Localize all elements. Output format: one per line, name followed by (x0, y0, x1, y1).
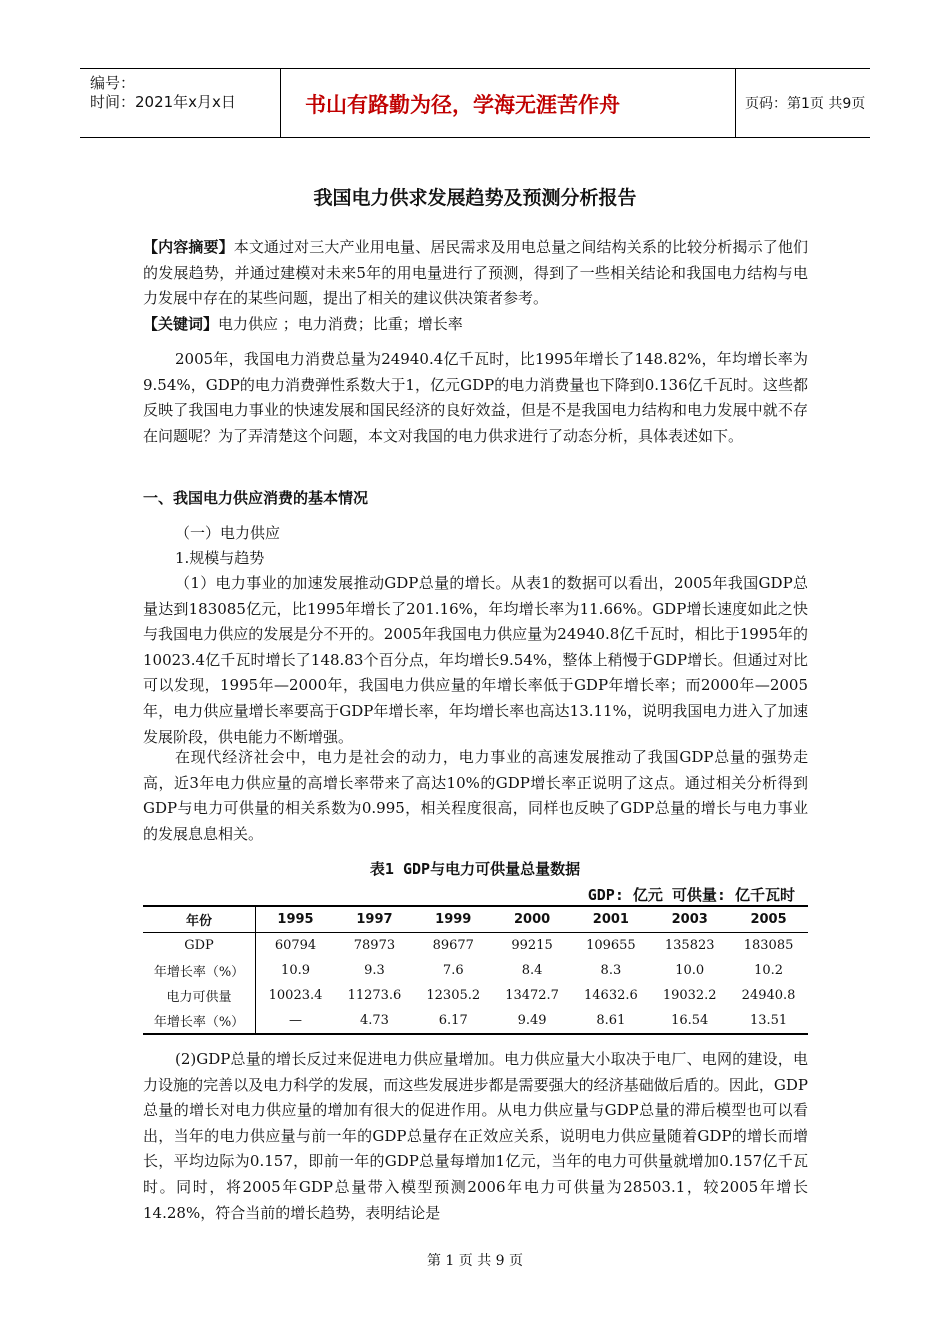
table-cell: 9.3 (364, 963, 385, 978)
table-cell: 14632.6 (584, 988, 638, 1003)
table-row (143, 933, 808, 959)
table-cell: 135823 (664, 938, 715, 953)
table-cell: 16.54 (650, 1008, 729, 1034)
table-cell: 年增长率（%） (143, 958, 256, 983)
table-caption: 表1 GDP与电力可供量总量数据 (369, 860, 581, 878)
table-cell: — (256, 1008, 336, 1034)
table-cell: 6.17 (414, 1008, 493, 1034)
table-cell: 19032.2 (662, 988, 717, 1003)
abstract-paragraph (143, 235, 808, 312)
table-cell: 13472.7 (505, 988, 559, 1003)
subsection-power-supply: （一）电力供应 (175, 524, 281, 542)
table-cell: 109655 (586, 938, 636, 953)
abstract-text: 本文通过对三大产业用电量、居民需求及用电总量之间结构关系的比较分析揭示了他们的发展趋势，并通过建模对未来5年的用电量进行了预测，得到了一些相关结论和我国电力结构与电力发展中存在的某些问题，提出了相关的建议供决策者参考。 (143, 238, 808, 308)
table-header-cell: 1995 (256, 906, 336, 933)
table-cell: 12305.2 (426, 988, 481, 1003)
paragraph-2: 在现代经济社会中，电力是社会的动力，电力事业的高速发展推动了我国GDP总量的强势走高，近3年电力供应量的高增长率带来了高达10%的GDP增长率正说明了这点。通过相关分析得到GDP与电力可供量的相关系数为0.995，相关程度很高，同样也反映了GDP总量的增长与电力事业的发展息息相关。 (143, 748, 808, 843)
table-header-cell: 2005 (729, 906, 808, 933)
table-cell: 9.49 (493, 1008, 572, 1034)
table-row (143, 958, 808, 983)
keywords-line (143, 312, 808, 338)
table-header-cell: 1997 (335, 906, 414, 933)
header-page-cell (735, 69, 870, 137)
table-cell: 8.4 (521, 963, 543, 978)
table-header-cell: 2003 (650, 906, 729, 933)
table-cell: GDP (143, 933, 256, 959)
table-cell: 13.51 (729, 1008, 808, 1034)
table-cell: 24940.8 (741, 988, 796, 1003)
table-cell: 183085 (743, 938, 794, 953)
table-cell: 年增长率（%） (143, 1008, 256, 1034)
table-header-cell: 2000 (493, 906, 572, 933)
keywords-text: 电力供应 ；电力消费；比重；增长率 (218, 315, 463, 333)
paragraph-1: （1）电力事业的加速发展推动GDP总量的增长。从表1的数据可以看出，2005年我国GDP总量达到183085亿元，比1995年增长了201.16%，年均增长率为11.66%。GDP增长速度如此之快与我国电力供应的发展是分不开的。2005年我国电力供应量为24940.8亿千瓦时，相比于1995年的10023.4亿千瓦时增长了148.83个百分点，年均增长9.54%，整体上稍慢于GDP增长。但通过对比可以发现，1995年—2000年，我国电力供应量的年增长率低于GDP年增长率；而2000年—2005年，电力供应量增长率要高于GDP年增长率，年均增长率也高达13.11%，说明我国电力进入了加速发展阶段，供电能力不断增强。 (143, 574, 808, 746)
table-cell: 78973 (353, 938, 396, 953)
table-cell: 10.0 (675, 963, 705, 978)
table-cell: 4.73 (335, 1008, 414, 1034)
header-motto-cell (280, 69, 736, 137)
table-row (143, 983, 808, 1008)
table-header-cell: 2001 (571, 906, 650, 933)
document-time-label: 时间：2021年x月x日 (90, 93, 236, 111)
table-cell: 10023.4 (268, 988, 323, 1003)
table-units: GDP: 亿元 可供量: 亿千瓦时 (587, 886, 795, 904)
table-row (143, 1008, 808, 1034)
table-header-cell: 1999 (414, 906, 493, 933)
document-title: 我国电力供求发展趋势及预测分析报告 (313, 187, 637, 209)
table-cell: 8.61 (571, 1008, 650, 1034)
table-cell: 60794 (274, 938, 317, 953)
keywords-label: 【关键词】 (143, 315, 219, 333)
page-header (80, 68, 870, 138)
intro-paragraph: 2005年，我国电力消费总量为24940.4亿千瓦时，比1995年增长了148.82%，年均增长率为9.54%，GDP的电力消费弹性系数大于1，亿元GDP的电力消费量也下降到0.136亿千瓦时。这些都反映了我国电力事业的快速发展和国民经济的良好效益，但是不是我国电力结构和电力发展中就不存在问题呢？为了弄清楚这个问题，本文对我国的电力供求进行了动态分析，具体表述如下。 (143, 350, 808, 445)
table-cell: 10.9 (281, 963, 310, 978)
table-cell: 10.2 (754, 963, 784, 978)
header-meta (80, 69, 281, 137)
table-cell: 89677 (432, 938, 474, 953)
abstract-label: 【内容摘要】 (143, 238, 234, 256)
header-page-info: 页码：第1页 共9页 (745, 96, 866, 112)
subsection-scale-trend: 1.规模与趋势 (175, 549, 265, 567)
data-table (143, 905, 808, 1035)
table-cell: 8.3 (600, 963, 622, 978)
section-heading: 一、我国电力供应消费的基本情况 (143, 489, 369, 507)
table-cell: 11273.6 (347, 988, 402, 1003)
paragraph-3: (2)GDP总量的增长反过来促进电力供应量增加。电力供应量大小取决于电厂、电网的建设，电力设施的完善以及电力科学的发展，而这些发展进步都是需要强大的经济基础做后盾的。因此，GDP总量的增长对电力供应量的增加有很大的促进作用。从电力供应量与GDP总量的滞后模型也可以看出，当年的电力供应量与前一年的GDP总量存在正效应关系，说明电力供应量随着GDP的增长而增长，平均边际为0.157，即前一年的GDP总量每增加1亿元，当年的电力可供量就增加0.157亿千瓦时。同时，将2005年GDP总量带入模型预测2006年电力可供量为28503.1，较2005年增长14.28%，符合当前的增长趋势，表明结论是 (143, 1050, 808, 1222)
table-header-cell: 年份 (143, 906, 256, 933)
document-number-label: 编号： (90, 74, 136, 92)
table-header-row (143, 906, 808, 933)
table-cell: 99215 (511, 938, 553, 953)
page-footer: 第 1 页 共 9 页 (426, 1253, 524, 1269)
table-cell: 电力可供量 (143, 983, 256, 1008)
header-motto: 书山有路勤为径，学海无涯苦作舟 (305, 93, 620, 117)
table-cell: 7.6 (442, 963, 464, 978)
